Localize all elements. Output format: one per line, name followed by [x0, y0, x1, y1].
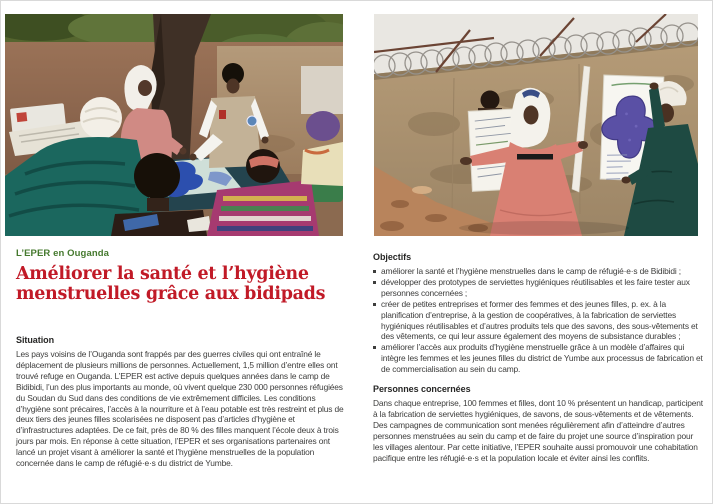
- left-column: [16, 248, 347, 469]
- objective-item: améliorer l’accès aux produits d’hygiène menstruelle grâce à un modèle d’affaires qui intègre les femmes et les jeunes filles du district de Yumbe aux processus de fabrication et de commercialisation au sein du camp.: [373, 342, 703, 375]
- photo-workshop-illustration: [5, 14, 343, 236]
- objective-item: créer de petites entreprises et former des femmes et des jeunes filles, p. ex. à la planification d’entreprise, à la gestion de coopératives, à la fabrication de serviettes hygiéniques réutilisables et d’autres produits tels que des savons, des sous-vêtements et des vêtements, ce qui leur assure également des moyens de subsistance durables ;: [373, 299, 703, 343]
- people-heading: Personnes concernées: [373, 384, 471, 395]
- objective-item: améliorer la santé et l’hygiène menstruelles dans le camp de réfugié·e·s de Bidibidi ;: [373, 266, 703, 277]
- right-column: [373, 248, 703, 464]
- photo-wall-presentation: [374, 14, 698, 236]
- objectives-heading: Objectifs: [373, 252, 412, 262]
- situation-body: Les pays voisins de l’Ouganda sont frappés par des guerres civiles qui ont entraîné le déplacement de plusieurs millions de personnes. Actuellement, 1,5 million d’entre elles ont trouvé refuge en Ouganda. L’EPER est active depuis quelques années dans le camp de Bidibidi, l’un des plus importants au monde, où vivent quelque 230 000 personnes réfugiées du Soudan du Sud dans des conditions de vie extrêmement difficiles. Les conditions d’hygiène sont précaires, l’accès à la nourriture et à l’eau potable est très restreint et plus de deux tiers des jeunes filles scolarisées ne disposent pas d’articles d’hygiène et d’infrastructures adaptées. De ce fait, près de 80 % des filles manquent l’école deux à trois jours par mois. En réponse à cette situation, l’EPER et ses organisations partenaires ont lancé un projet visant à améliorer la santé et l’hygiène menstruelles de la population concernée dans le camp de réfugié·e·s du district de Yumbe.: [16, 349, 344, 469]
- photo-workshop-table: [5, 14, 343, 236]
- kicker-label: L’EPER en Ouganda: [16, 248, 110, 259]
- photo-presentation-illustration: [374, 14, 698, 236]
- objectives-list: [373, 266, 703, 375]
- page-title: Améliorer la santé et l’hygiène menstruelles grâce aux bidipads: [16, 264, 326, 304]
- objective-item: développer des prototypes de serviettes hygiéniques réutilisables et les faire tester aux personnes concernées ;: [373, 277, 703, 299]
- people-body: Dans chaque entreprise, 100 femmes et filles, dont 10 % présentent un handicap, participent à la fabrication de serviettes hygiéniques, de savons, de sous-vêtements et de vêtements. Des campagnes de communication sont menées régulièrement afin d’atteindre d’autres personnes menstruées au sein du camp et de faire du projet une source d’inspiration pour les villages alentour. Par cette initiative, l’EPER souhaite aussi promouvoir une cohabitation pacifique entre les réfugié·e·s et la population locale et éviter ainsi les conflits.: [373, 398, 703, 463]
- situation-heading: Situation: [16, 335, 55, 345]
